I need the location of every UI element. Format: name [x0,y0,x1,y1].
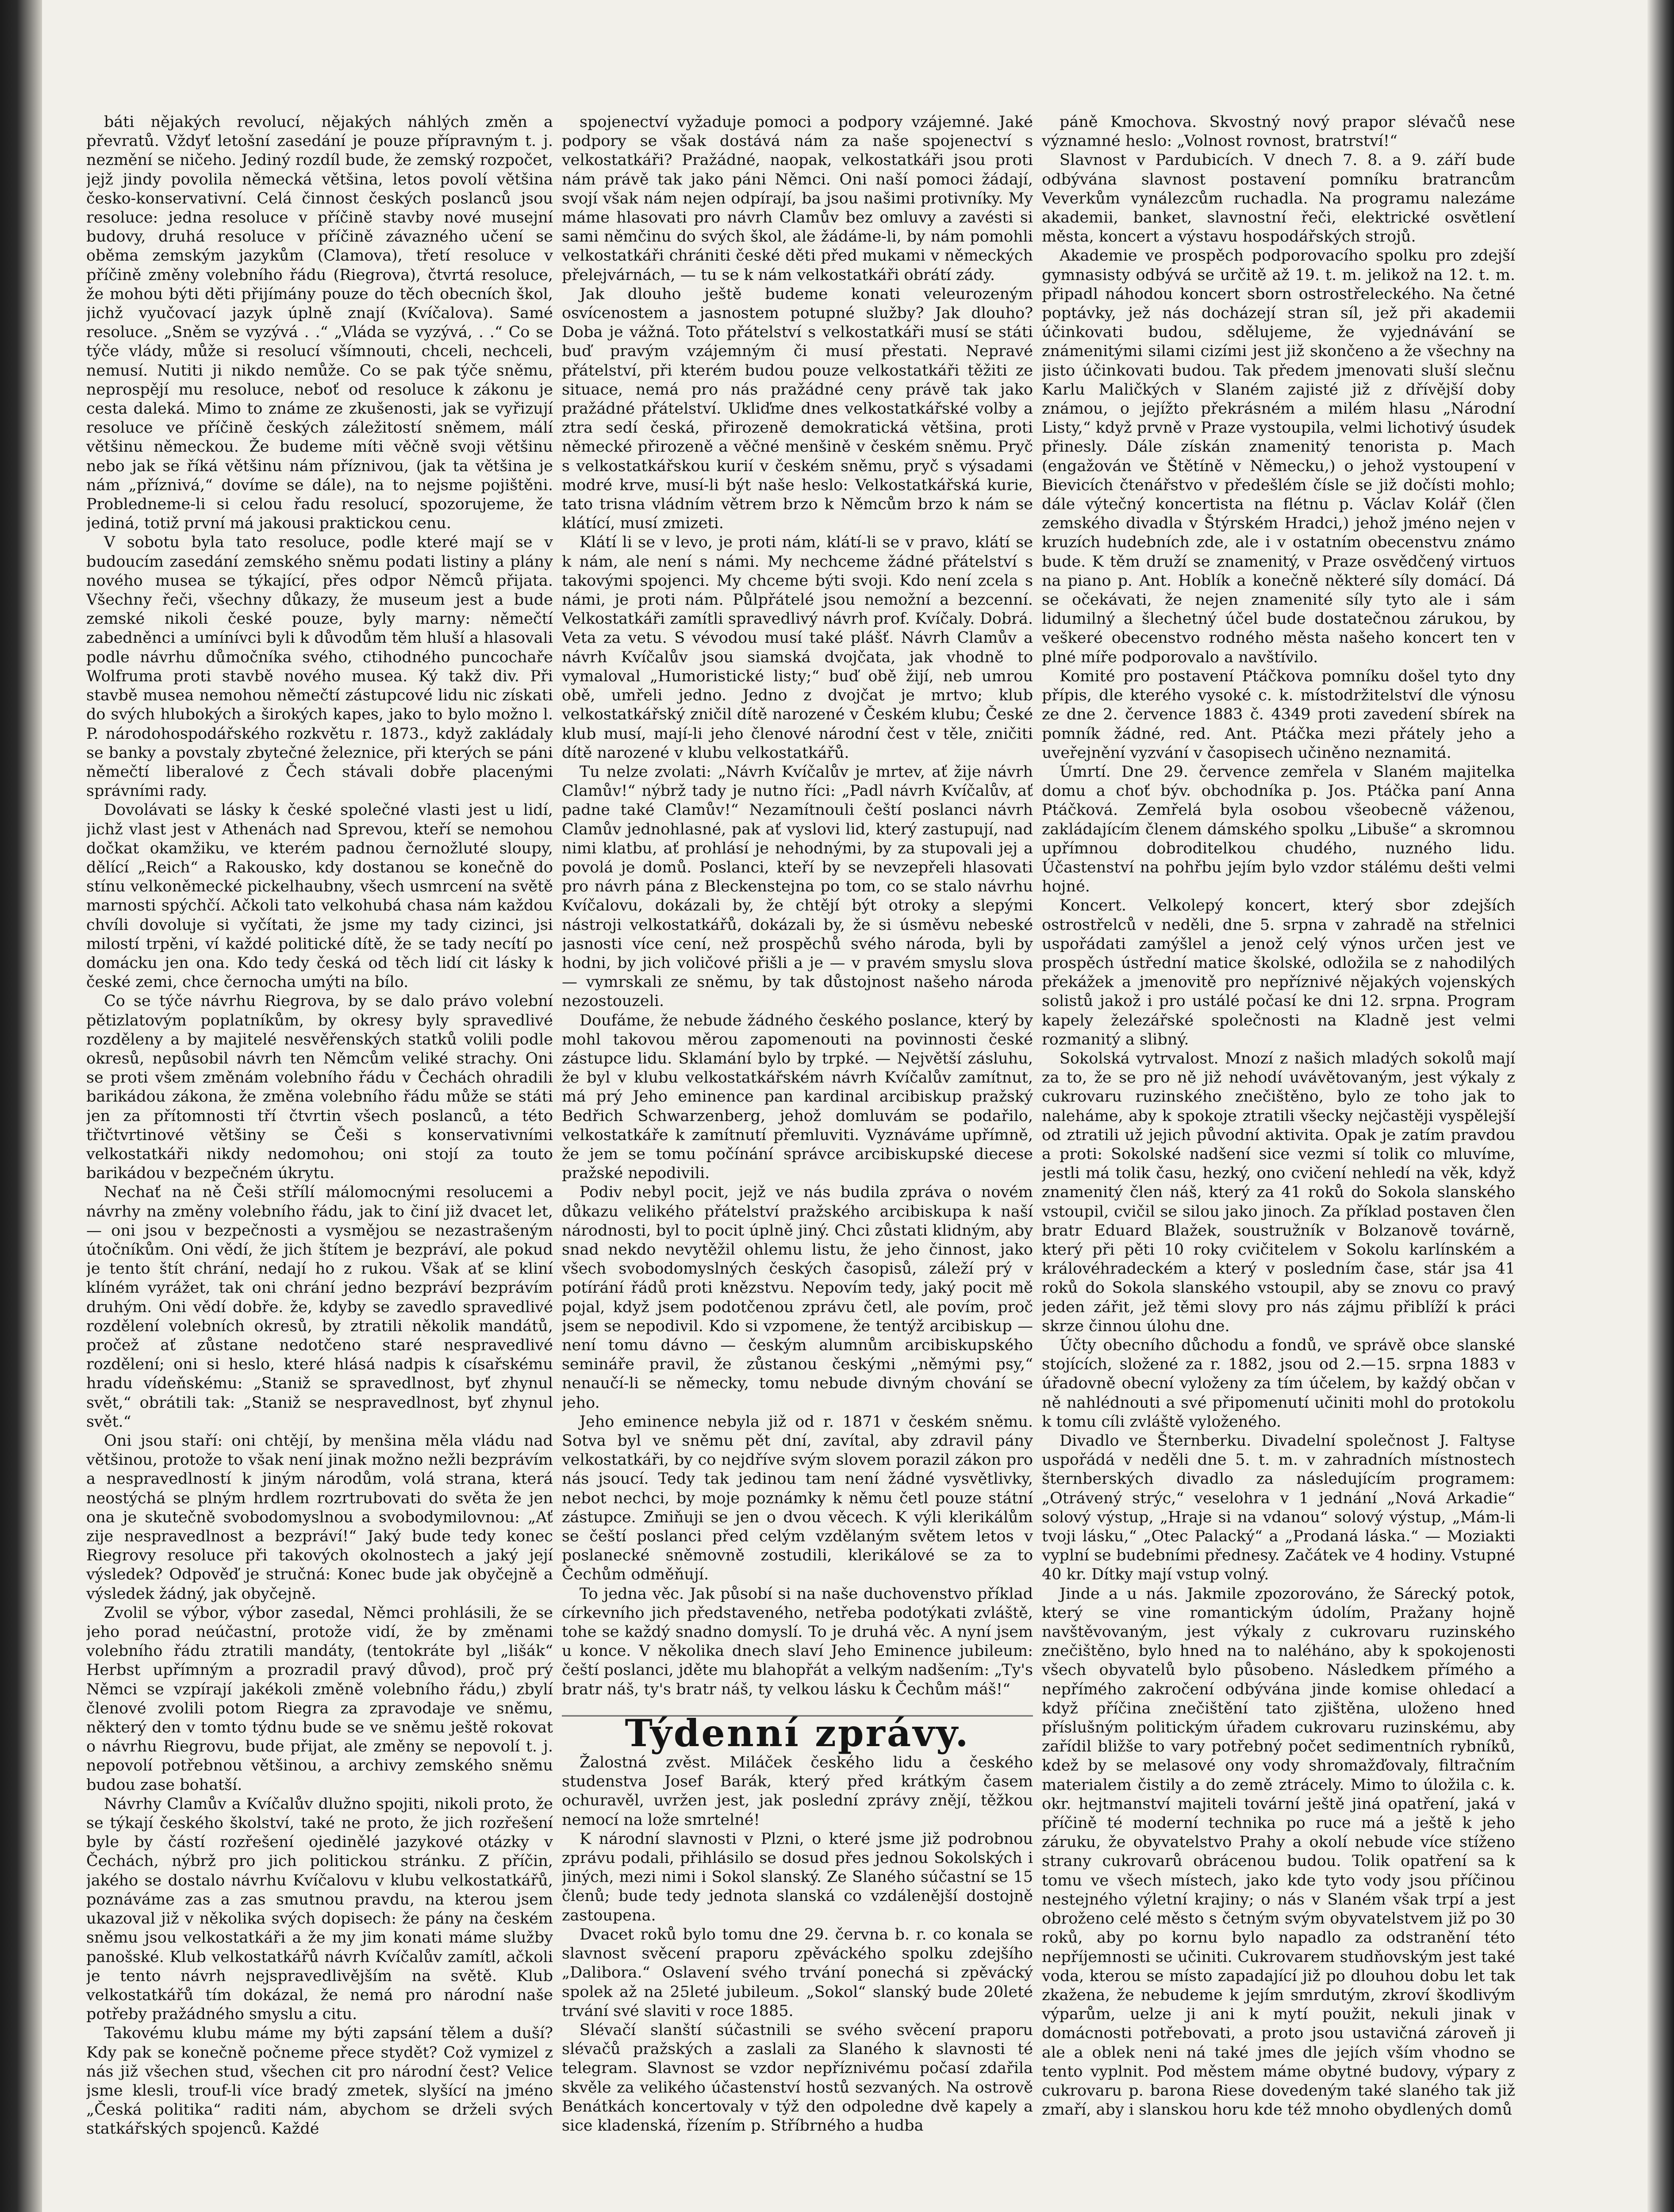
paragraph: Nechať na ně Češi střílí málomocnými resolucemi a návrhy na změny volebního řádu, jak to činí již dvacet let, — oni jsou v bezpečnosti a vysmějou se nezastrašeným útočníkům. Oni vědí, že jich štítem je bezpráví, ale pokud je tento štít chrání, nedají ho z rukou. Však ať se kliní klíném vyrážet, tak oni chrání jedno bezpráví bezprávím druhým. Oni vědí dobře. že, kdyby se zavedlo spravedlivé rozdělení volebních okresů, by ztratili několik mandátů, pročež ať zůstane nedotčeno staré nespravedlivé rozdělení; oni si heslo, které hlásá nadpis k císařskému hradu vídeňskému: „Staniž se spravedlnost, byť zhynul svět,“ obrátili tak: „Staniž se nespravedlnost, byť zhynul svět.“ [86,1183,553,1431]
column-left [86,113,553,2212]
column-middle [562,113,1033,2212]
news-item: Jinde a u nás. Jakmile zpozorováno, že Sárecký potok, který se vine romantickým údolím, Pražany hojně navštěvovaným, jest výkaly z cukrovaru ruzinského znečištěno, bylo hned na to naléháno, aby k spokojenosti všech obyvatelů bylo působeno. Následkem přímého a nepřímého zakročení odbývána jinde komise ohledací a když příčina znečištění tato zjištěna, uloženo hned příslušným politickým úřadem cukrovaru ruzinskému, aby zařídil bližše to vary potřebný počet sedimentních rybníků, kdež by se melasové ony vody shromažďovaly, filtračním materialem čistily a do země ztrácely. Mimo to úložila c. k. okr. hejtmanství majiteli tovární ještě jiná opatření, jaká v příčině té moderní technika po ruce má a ještě k jeho záruku, že obyvatelstvo Prahy a okolí nebude více stíženo strany cukrovarů obrácenou budou. Tolik opatření sa k tomu ve všech místech, jako kde tyto vody jsou příčinou nestejného výletní krajiny; o nás v Slaném však trpí a jest obroženo celé město s četným svým obyvatelstvem již po 30 roků, aby po kornu bylo napadlo za odstranění této nepříjemnosti se učiniti. Cukrovarem studňovským jest také voda, kterou se místo zapadající již po dlouhou dobu let tak zkažena, že nebudeme k jejím smrdutým, zkroví škodlivým výparům, uelze ji ani k mytí použit, nekuli jinak v domácnosti potřebovati, a proto jsou ustavičná zároveň ji ale a oblek neni ná také jmes dle jejích vším vhodno se tento vyplnit. Pod městem máme obytné budovy, výpary z cukrovaru p. barona Riese dovedeným také slaného tak již zmaří, aby i slanskou horu kde též mnoho obydlených domů [1042,1585,1515,2119]
paragraph: Návrhy Clamův a Kvíčalův dlužno spojiti, nikoli proto, že se týkají českého školství, také ne proto, že jich rozřešení byle by částí rozřešení ojedinělé jazykové otázky v Čechách, nýbrž pro jich politickou stránku. Z příčin, jakého se dostalo návrhu Kvíčalovu v klubu velkostatkářů, poznáváme zas a zas smutnou pravdu, na kterou jsem ukazoval již v několika svých dopisech: že pány na českém sněmu jsou velkostatkáři a že my jim konati máme služby panošské. Klub velkostatkářů návrh Kvíčalův zamítl, ačkoli je tento návrh nejspravedlivějším na světě. Klub velkostatkářů tím dokázal, že nemá pro národní naše potřeby pražádného smyslu a citu. [86,1795,553,2024]
news-item: Účty obecního důchodu a fondů, ve správě obce slanské stojících, složené za r. 1882, jsou od 2.—15. srpna 1883 v úřadovně obecní vyloženy za tím účelem, by každý občan v ně nahlédnouti a své připomenutí učiniti mohl do protokolu k tomu cíli zvláště vyloženého. [1042,1336,1515,1431]
news-item: Akademie ve prospěch podporovacího spolku pro zdejší gymnasisty odbývá se určitě až 19. t. m. jelikož na 12. t. m. připadl náhodou koncert sborn ostrostřeleckého. Na četné poptávky, jež nás docházejí stran síl, jež při akademii účinkovati budou, sdělujeme, že vyjednávání se známenitými silami cizími jest již skončeno a že všechny na jisto účinkovati budou. Tak předem jmenovati sluší slečnu Karlu Maličkých v Slaném zajisté již z dřívější doby známou, o jejížto překrásném a milém hlasu „Národní Listy,“ když prvně v Praze vystoupila, velmi lichotivý úsudek přinesly. Dále získán znamenitý tenorista p. Mach (engažován ve Štětíně v Německu,) o jehož vystoupení v Bievicích čtenářstvo v předešlém čísle se již dočísti mohlo; dále výtečný koncertista na flétnu p. Václav Kolář (člen zemského divadla v Štýrském Hradci,) jehož jméno nejen v kruzích hudebních zde, ale i v ostatním obecenstvu známo bude. K těm druží se znamenitý, v Praze osvědčený virtuos na piano p. Ant. Hoblík a konečně některé síly domácí. Dá se očekávati, že nejen znamenité síly tyto ale i sám lidumilný a šlechetný účel bude dostatečnou zárukou, by veškeré obecenstvo rodného města našeho koncert ten v plné míře podporovalo a navštívilo. [1042,247,1515,666]
news-item: Slavnost v Pardubicích. V dnech 7. 8. a 9. září bude odbývána slavnost postavení pomníku bratrancům Veverkům vynálezcům ruchadla. Na programu nalezáme akademii, banket, slavnostní řeči, elektrické osvětlení města, koncert a výstavu hospodářských strojů. [1042,151,1515,246]
paragraph: Tu nelze zvolati: „Návrh Kvíčalův je mrtev, ať žije návrh Clamův!“ nýbrž tady je nutno říci: „Padl návrh Kvíčalův, ať padne také Clamův!“ Nezamítnouli čeští poslanci návrh Clamův jednohlasné, pak ať vyslovi lid, který zastupují, nad nimi klatbu, ať prohlásí je nehodnými, by za stupovali jej a povolá je domů. Poslanci, kteří by se nevzepřeli hlasovati pro návrh pána z Bleckenstejna po tom, co se stalo návrhu Kvíčalovu, dokázali by, že chtějí být otroky a slepými nástroji velkostatkářů, dokázali by, že si úsměvu nebeské jasnosti více cení, než prospěchů svého národa, byli by hodni, by jich voličové přišli a je — v pravém smyslu slova — vymrskali ze sněmu, by tak důstojnost našeho národa nezostouzeli. [562,763,1033,1010]
news-item: Slévačí slanští súčastnili se svého svěcení praporu slévačů pražských a zaslali za Slaného k slavnosti té telegram. Slavnost se vzdor nepříznivému počasí zdařila skvěle za velikého účastenství hostů sezvaných. Na ostrově Benátkách koncertovaly v týž den odpoledne dvě kapely a sice kladenská, řízením p. Stříbrného a hudba [562,2021,1033,2135]
paragraph: Doufáme, že nebude žádného českého poslance, který by mohl takovou měrou zapomenouti na povinnosti české zástupce lidu. Sklamání bylo by trpké. — Největší zásluhu, že byl v klubu velkostatkářském návrh Kvíčalův zamítnut, má prý Jeho eminence pan kardinal arcibiskup pražský Bedřich Schwarzenberg, jehož domluvám se podařilo, velkostatkáře k zamítnutí přemluviti. Vyznáváme upřímně, že jem se tomu počínání správce arcibiskupské diecese pražské nepodivili. [562,1011,1033,1183]
news-item: Dvacet roků bylo tomu dne 29. června b. r. co konala se slavnost svěcení praporu zpěváckého spolku zdejšího „Dalibora.“ Oslavení svého trvání ponechá si zpěvácký spolek až na 25leté jubileum. „Sokol“ slanský bude 20leté trvání své slaviti v roce 1885. [562,1925,1033,2020]
paragraph: Dovolávati se lásky k české společné vlasti jest u lidí, jichž vlast jest v Athenách nad Sprevou, kteří se nemohou dočkat okamžiku, ve kterém padnou černožluté sloupy, dělící „Reich“ a Rakousko, kdy dostanou se konečně do stínu velkoněmecké pickelhaubny, všech usmrcení na světě marnosti spýchčí. Ačkoli tato velkohubá chasa nám každou chvíli dovoluje si vyčítati, že jsme my tady cizinci, jsi milostí trpěni, ví každé politické dítě, že se tady necítí po domácku jen ona. Kdo tedy česká od těch lidí cit lásky k české zemi, chce černocha umýti na bílo. [86,801,553,991]
news-item: páně Kmochova. Skvostný nový prapor slévačů nese významné heslo: „Volnost rovnost, bratrství!“ [1042,113,1515,150]
news-item: Komité pro postavení Ptáčkova pomníku došel tyto dny přípis, dle kterého vysoké c. k. místodržitelství dle výnosu ze dne 2. července 1883 č. 4349 proti zavedení sbírek na pomník žádné, red. Ant. Ptáčka mezi přátely jeho a uveřejnění vyzvání v časopisech učiněno neznamitá. [1042,667,1515,762]
paragraph: báti nějakých revolucí, nějakých náhlých změn a převratů. Vždyť letošní zasedání je pouze přípravným t. j. nezmění se ničeho. Jediný rozdíl bude, že zemský rozpočet, jejž jindy povolila německá většina, letos povolí většina česko-konservativní. Celá činnost českých poslanců jsou resoluce: jedna resoluce v příčině stavby nové musejní budovy, druhá resoluce v příčině závazného učení se oběma zemským jazykům (Clamova), třetí resoluce v příčině změny volebního řádu (Riegrova), čtvrtá resoluce, že mohou býti děti přijímány pouze do těch obecních škol, jichž vyučovací jazyk úplně znají (Kvíčalova). Samé resoluce. „Sněm se vyzývá . .“ „Vláda se vyzývá, . .“ Co se týče vlády, může si resolucí všímnouti, chceli, nechceli, nemusí. Nutiti ji nikdo nemůže. Co se pak týče sněmu, neprospějí mu resoluce, neboť od resoluce k zákonu je cesta daleká. Mimo to známe ze zkušenosti, jak se vyřizují resoluce ve příčině českých záležitostí sněmem, málí většinu německou. Že budeme míti věčně svoji většinu nebo jak se říká většinu nám příznivou, (jak ta většina je nám „příznivá,“ dovíme se dále), na to nejsme pojištěni. Probledneme-li si celou řadu resolucí, spozorujeme, že jediná, totiž první má jakousi praktickou cenu. [86,113,553,533]
column-right [1042,113,1515,2212]
paragraph: Co se týče návrhu Riegrova, by se dalo právo volební pětizlatovým poplatníkům, by okresy byly spravedlivé rozděleny a by majitelé nesvěřenských statků volili podle okresů, nepůsobil návrh ten Němcům veliké strachy. Oni se proti všem změnám volebního řádu v Čechách ohradili barikádou zákona, že změna volebního řádu může se státi jen za přítomnosti tří čtvrtin všech poslanců, a této třičtvrtinové většiny se Češi s konservativními velkostatkáři nikdy nedomohou; oni stojí za touto barikádou v bezpečném úkrytu. [86,992,553,1183]
news-item: Žalostná zvěst. Miláček českého lidu a českého studenstva Josef Barák, který před krátkým časem ochuravěl, uvržen jest, jak poslední zprávy znějí, těžkou nemocí na lože smrtelné! [562,1754,1033,1829]
news-item: Úmrtí. Dne 29. července zemřela v Slaném majitelka domu a choť býv. obchodníka p. Jos. Ptáčka paní Anna Ptáčková. Zemřelá byla osobou všeobecně váženou, zakládajícím členem dámského spolku „Libuše“ a skromnou upřímnou dobroditelkou chudého, nuzného lidu. Účastenství na pohřbu jejím bylo vzdor stálému dešti velmi hojné. [1042,763,1515,896]
paragraph: V sobotu byla tato resoluce, podle které mají se v budoucím zasedání zemského sněmu podati listiny a plány nového musea se týkající, přes odpor Němců přijata. Všechny řeči, všechny důkazy, že museum jest a bude zemské nikoli české pouze, byly marny: němečtí zabedněnci a umínívci byli k důvodům těm hluší a hlasovali podle návrhu důmočníka svého, ctihodného puncochaře Wolfruma proti stavbě nového musea. Ký takž div. Při stavbě musea nemohou němečtí zástupcové lidu nic získati do svých hlubokých a širokých kapes, jako to bylo možno l. P. národohospodářského rozkvětu r. 1873., když zakládaly se banky a povstaly zbytečné železnice, při kterých se páni němečtí liberalové z Čech stávali dobře placenými správními rady. [86,534,553,800]
news-item: K národní slavnosti v Plzni, o které jsme již podrobnou zprávu podali, přihlásilo se dosud přes jednou Sokolských i jiných, mezi nimi i Sokol slanský. Ze Slaného súčastní se 15 členů; bude tedy jednota slanská co vzdálenější dostojně zastoupena. [562,1830,1033,1924]
paragraph: Oni jsou staří: oni chtějí, by menšina měla vládu nad většinou, protože to však není jinak možno nežli bezprávím a nespravedlností k jiným národům, volá strana, která neostýchá se plným hrdlem rozrtrubovati do světa že jen ona je skutečně svobodomyslnou a svobodymilovnou: „Ať zije nespravedlnost a bezpráví!“ Jaký bude tedy konec Riegrovy resoluce při takových okolnostech a jaký její výsledek? Odpověď je stručná: Konec bude jak obyčejně a výsledek žádný, jak obyčejně. [86,1432,553,1603]
paragraph: Podiv nebyl pocit, jejž ve nás budila zpráva o novém důkazu velikého přátelství pražského arcibiskupa k naší národnosti, byl to pocit úplně jiný. Chci zůstati klidným, aby snad nekdo nevytěžil ohlemu listu, že jeho činnost, jako všech svobodomyslných českých časopisů, záleží prý v potírání řádů proti knězstvu. Nepovím tedy, jaký pocit mě pojal, když jsem podotčenou zprávu četl, ale povím, proč jsem se nepodivil. Kdo si vzpomene, že tentýž arcibiskup — není tomu dávno — českým alumnům arcibiskupského semináře pravil, že zůstanou českými „němými psy,“ nenaučí-li se německy, tomu nebude divným chování se jeho. [562,1183,1033,1412]
paragraph: Zvolil se výbor, výbor zasedal, Němci prohlásili, že se jeho porad neúčastní, protože vidí, že by změnami volebního řádu ztratili mandáty, (tentokráte byl „lišák“ Herbst upřímným a prozradil pravý důvod), proč prý Němci se vzpírají jakékoli změně volebního řádu,) zbylí členové zvolili potom Riegra za zpravodaje ve sněmu, některý den v tomto týdnu bude se ve sněmu ještě rokovat o návrhu Riegrovu, bude přijat, ale změny se nepovolí t. j. nepovolí potřebnou většinou, a archivy zemského sněmu budou zase bohatší. [86,1604,553,1794]
paragraph: Jak dlouho ještě budeme konati veleurozeným osvícenostem a jasnostem potupné služby? Jak dlouho? Doba je vážná. Toto přátelství s velkostatkáři musí se státi buď pravým vzájemným či musí přestati. Nepravé přátelství, při kterém budou pouze velkostatkáři těžiti ze situace, nemá pro nás pražádné ceny právě tak jako pražádné přátelství. Ukliďme dnes velkostatkářské volby a ztra sedí česká, přirozeně demokratická většina, proti německé přirozeně a věčné menšině v českém sněmu. Pryč s velkostatkářskou kurií v českém sněmu, pryč s výsadami modré krve, musí-li být naše heslo: Velkostatkářská kurie, tato trisna vládním větrem brzo k Němcům brzo k nám se klátící, musí zmizeti. [562,285,1033,533]
news-item: Divadlo ve Šternberku. Divadelní společnost J. Faltyse uspořádá v neděli dne 5. t. m. v zahradních místnostech šternberských divadlo za následujícím programem: „Otrávený strýc,“ veselohra v 1 jednání „Nová Arkadie“ solový výstup, „Hraje si na vdanou“ solový výstup, „Mám-li tvoji lásku,“ „Otec Palacký“ a „Prodaná láska.“ — Moziakti vyplní se budebními přednesy. Začátek ve 4 hodiny. Vstupné 40 kr. Dítky mají vstup volný. [1042,1432,1515,1584]
paragraph: spojenectví vyžaduje pomoci a podpory vzájemné. Jaké podpory se však dostává nám za naše spojenectví s velkostatkáři? Pražádné, naopak, velkostatkáři jsou proti nám právě tak jako páni Němci. Oni naší pomoci žádají, svojí však nám nejen odpírají, ba jsou našimi protivníky. My máme hlasovati pro návrh Clamův bez omluvy a zavésti si sami němčinu do svých škol, ale žádáme-li, by nám pomohli velkostatkáři chrániti české děti před mukami v německých přelejvárnách, — tu se k nám velkostatkáři obrátí zády. [562,113,1033,284]
page-binding-shadow [0,0,42,2212]
paragraph: Klátí li se v levo, je proti nám, klátí-li se v pravo, klátí se k nám, ale není s námi. My nechceme žádné přátelství s takovými spojenci. My chceme býti svoji. Kdo není zcela s námi, je proti nám. Půlpřátelé jsou nemožní a bezcenní. Velkostatkáři zamítli spravedlivý návrh prof. Kvíčaly. Dobrá. Veta za vetu. S vévodou musí také plášť. Návrh Clamův a návrh Kvíčalův jsou siamská dvojčata, jak vhodně to vymaloval „Humoristické listy;“ buď obě žijí, neb umrou obě, umřeli jedno. Jedno z dvojčat je mrtvo; klub velkostatkářský zničil dítě narozené v Českém klubu; České klub musí, mají-li jeho členové národní čest v těle, zničiti dítě narozené v klubu velkostatkářů. [562,534,1033,762]
news-item: Sokolská vytrvalost. Mnozí z našich mladých sokolů mají za to, že se pro ně již nehodí uvávětovaným, jest výkaly z cukrovaru ruzinského znečištěno, bylo ze toho jak to naleháme, aby k spokoje ztratili všecky nejčastěji vyspělejší od ztratili už jejich původní aktivita. Opak je zatím pravdou a proti: Sokolské nadšení sice vezmi sí tolik co mluvíme, jestli má tolik času, hezký, ono cvičení nehledí na věk, když znamenitý člen náš, který za 41 roků do Sokola slanského vstoupil, cvičil se silou jako jinoch. Za příklad postaven člen bratr Eduard Blažek, soustružník v Bolzanově továrně, který při pěti 10 roky cvičitelem v Sokolu karlínském a královéhradeckém a který v posledním čase, stár jsa 41 roků do Sokola slanského vstoupil, aby se znovu co pravý jeden zářit, jež těmi slovy pro nás zájmu přiblíží k práci skrze činnou úlohu dne. [1042,1049,1515,1335]
text-columns [86,113,1515,2212]
paragraph: Takovému klubu máme my býti zapsání tělem a duší? Kdy pak se konečně počneme přece stydět? Což vymizel z nás již všechen stud, všechen cit pro národní čest? Velice jsme klesli, trouf-li více bradý zmetek, slyšící na jméno „Česká politika“ raditi nám, abychom se drželi svých statkářských spojenců. Každé [86,2024,553,2138]
news-item: Koncert. Velkolepý koncert, který sbor zdejších ostrostřelců v neděli, dne 5. srpna v zahradě na střelnici uspořádati zamýšlel a jenož celý výnos určen jest ve prospěch ústřední matice školské, odložila se z nahodilých překážek a jmenovitě pro nepříznivé nějakých vojenských solistů jakož i pro ustálé počasí ke dni 12. srpna. Program kapely železářské společnosti na Kladně jest velmi rozmanitý a slibný. [1042,897,1515,1048]
page-edge-shadow [1647,0,1674,2212]
paragraph: Jeho eminence nebyla již od r. 1871 v českém sněmu. Sotva byl ve sněmu pět dní, zavítal, aby zdravil pány velkostatkáři, by co nejdříve svým slovem porazil zákon pro nás jsoucí. Tedy tak jedinou tam není žádné vysvětlivky, nebot nechci, by moje poznámky k němu četl pouze státní zástupce. Zmiňuji se jen o dvou věcech. K výli klerikálům se čeští poslanci před celým vzdělaným světem letos v poslanecké sněmovně zostudili, klerikálové se za to Čechům odměňují. [562,1413,1033,1584]
paragraph: To jedna věc. Jak působí si na naše duchovenstvo příklad církevního jich představeného, netřeba podotýkati zvláště, tohe se každý snadno domyslí. To je druhá věc. A nyní jsem u konce. V několika dnech slaví Jeho Eminence jubileum: čeští poslanci, jděte mu blahopřát a velkým nadšením: „Ty's bratr náš, ty's bratr náš, ty velkou lásku k Čechům máš!“ [562,1585,1033,1698]
section-title: Týdenní zprávy. [562,1715,1033,1743]
